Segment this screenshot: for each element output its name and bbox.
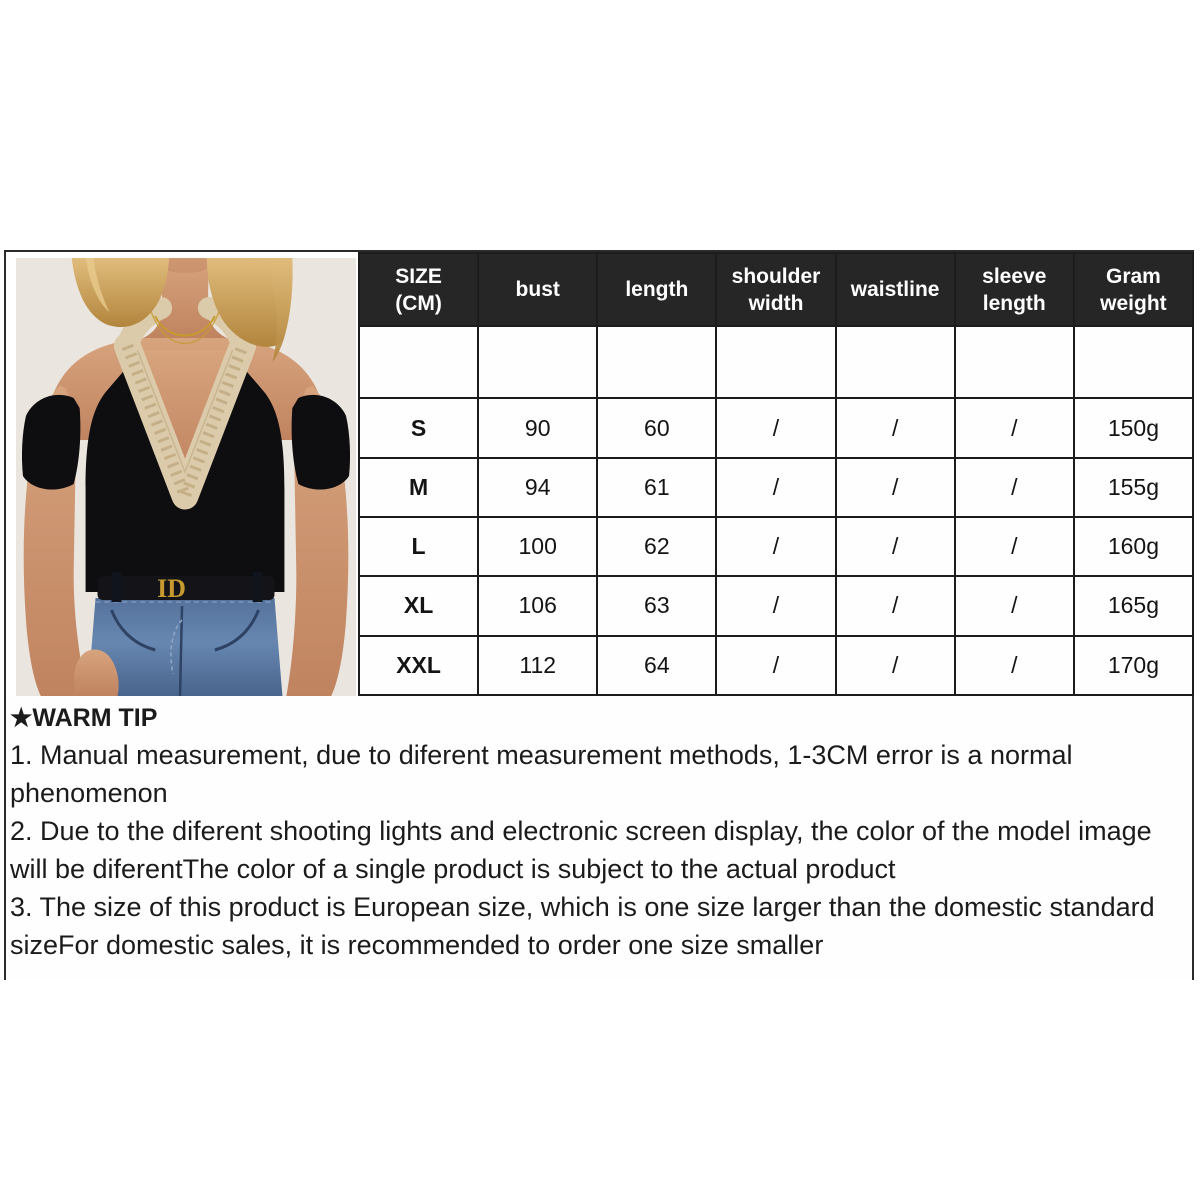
value-cell: / [836, 636, 955, 695]
header-cell: sleeve length [955, 253, 1074, 326]
content-block [4, 250, 1194, 980]
value-cell: 100 [478, 517, 597, 576]
warm-tip-line: 1. Manual measurement, due to diferent measurement methods, 1-3CM error is a normal [10, 740, 1073, 770]
size-row [359, 398, 1193, 457]
value-cell: 150g [1074, 398, 1193, 457]
value-cell: / [836, 458, 955, 517]
warm-tip-line: phenomenon [10, 778, 168, 808]
warm-tip-title: ★WARM TIP [10, 704, 158, 732]
value-cell: / [716, 517, 835, 576]
size-label-cell: XXL [359, 636, 478, 695]
photo-and-table-row [4, 250, 1194, 696]
value-cell: / [836, 517, 955, 576]
warm-tip-line: 2. Due to the diferent shooting lights and electronic screen display, the color of the model image [10, 816, 1152, 846]
header-cell: Gram weight [1074, 253, 1193, 326]
size-table [358, 252, 1194, 696]
value-cell: / [955, 398, 1074, 457]
size-label-cell: L [359, 517, 478, 576]
size-label-cell: S [359, 398, 478, 457]
value-cell: 160g [1074, 517, 1193, 576]
value-cell [716, 326, 835, 398]
size-row [359, 458, 1193, 517]
value-cell: / [955, 458, 1074, 517]
value-cell: / [836, 398, 955, 457]
right-sleeve [292, 395, 350, 490]
value-cell: 165g [1074, 576, 1193, 635]
size-label-cell: XL [359, 576, 478, 635]
size-row [359, 517, 1193, 576]
value-cell: 155g [1074, 458, 1193, 517]
value-cell: 112 [478, 636, 597, 695]
header-cell: length [597, 253, 716, 326]
value-cell: 94 [478, 458, 597, 517]
size-table-body [359, 326, 1193, 695]
value-cell: 60 [597, 398, 716, 457]
value-cell: / [716, 458, 835, 517]
value-cell: 106 [478, 576, 597, 635]
value-cell: 61 [597, 458, 716, 517]
value-cell: 170g [1074, 636, 1193, 695]
belt [98, 576, 275, 600]
header-cell: SIZE (CM) [359, 253, 478, 326]
warm-tip-line: sizeFor domestic sales, it is recommended to order one size smaller [10, 930, 824, 960]
warm-tip-section [4, 696, 1194, 980]
value-cell: / [955, 636, 1074, 695]
product-photo-illustration [16, 258, 356, 696]
value-cell: 62 [597, 517, 716, 576]
header-cell: waistline [836, 253, 955, 326]
value-cell: / [716, 576, 835, 635]
value-cell: 63 [597, 576, 716, 635]
value-cell: / [716, 636, 835, 695]
value-cell [955, 326, 1074, 398]
warm-tip-line: will be diferentThe color of a single product is subject to the actual product [10, 854, 896, 884]
product-photo [6, 252, 358, 696]
value-cell [478, 326, 597, 398]
value-cell: 90 [478, 398, 597, 457]
header-cell: shoulder width [716, 253, 835, 326]
size-label-cell: M [359, 458, 478, 517]
warm-tip-line: 3. The size of this product is European size, which is one size larger than the domestic standard [10, 892, 1155, 922]
size-table-header-row [359, 253, 1193, 326]
value-cell: / [955, 517, 1074, 576]
size-row [359, 636, 1193, 695]
left-sleeve [22, 395, 80, 490]
value-cell [836, 326, 955, 398]
header-cell: bust [478, 253, 597, 326]
size-label-cell [359, 326, 478, 398]
spacer-row [359, 326, 1193, 398]
warm-tip-items [10, 736, 1186, 964]
value-cell: / [716, 398, 835, 457]
belt-buckle: ID [157, 573, 186, 604]
value-cell: / [836, 576, 955, 635]
value-cell [1074, 326, 1193, 398]
value-cell [597, 326, 716, 398]
value-cell: / [955, 576, 1074, 635]
value-cell: 64 [597, 636, 716, 695]
size-row [359, 576, 1193, 635]
